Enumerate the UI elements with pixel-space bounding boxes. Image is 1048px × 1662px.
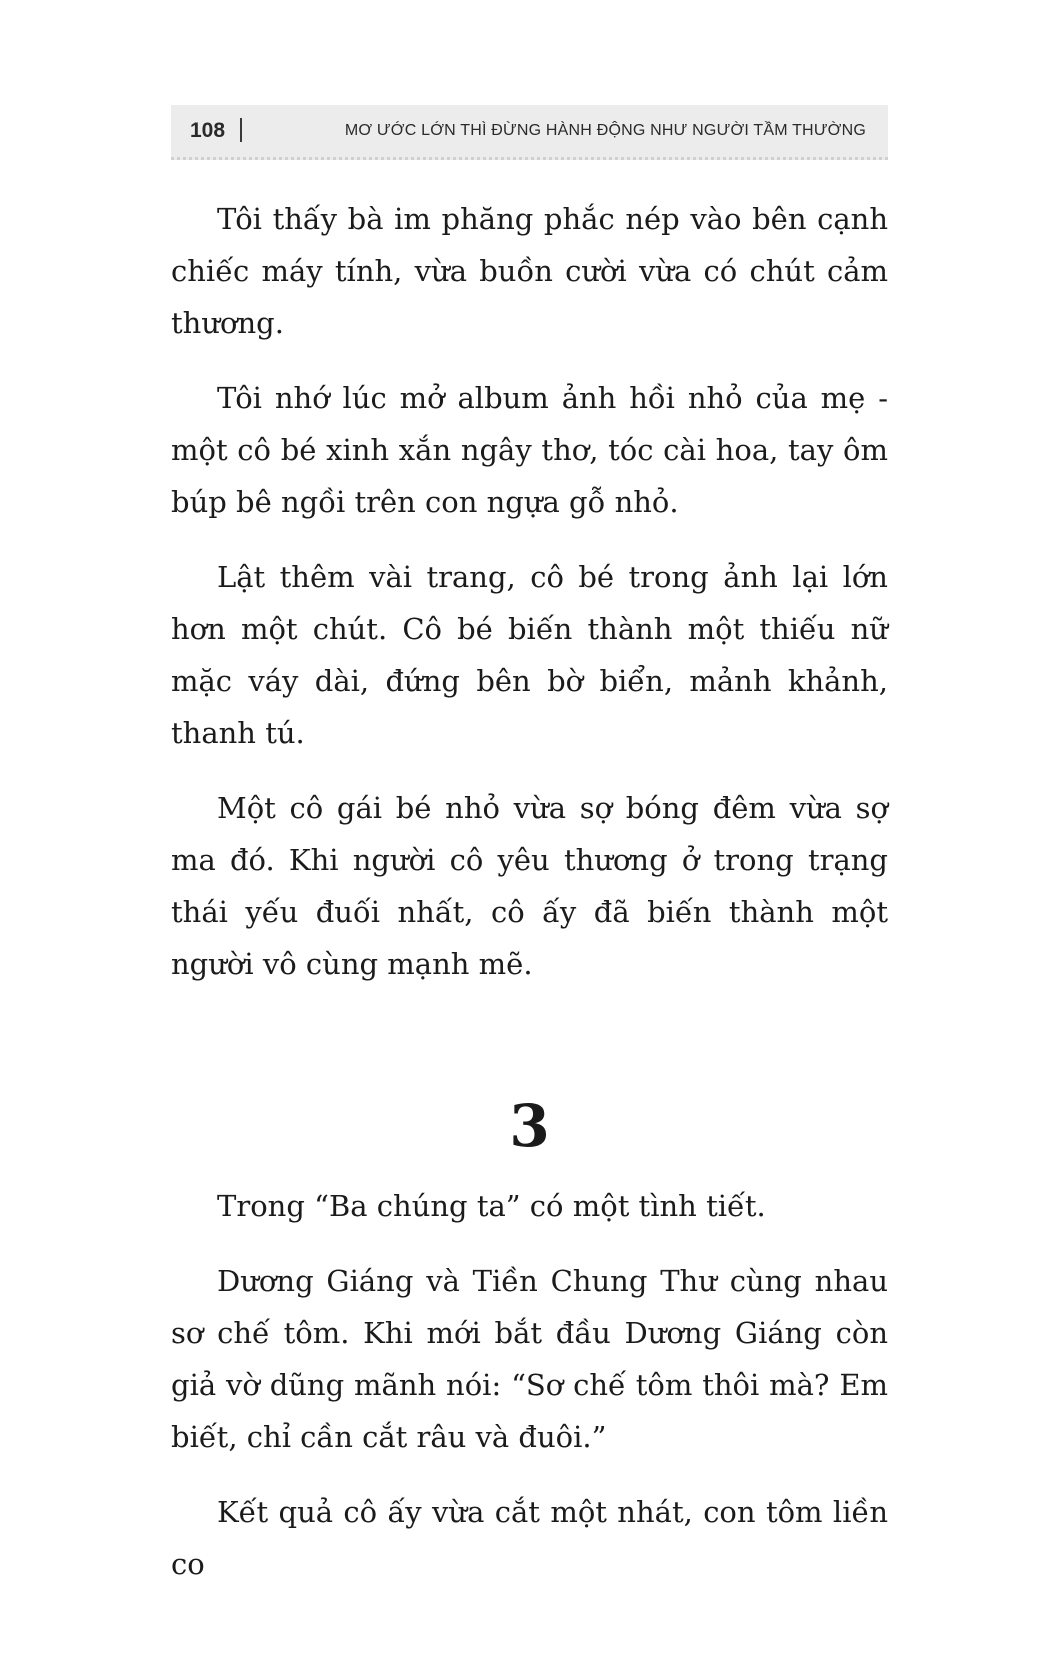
header-divider [240, 118, 242, 142]
paragraph: Tôi nhớ lúc mở album ảnh hồi nhỏ của mẹ - một cô bé xinh xắn ngây thơ, tóc cài hoa, tay ôm búp bê ngồi trên con ngựa gỗ nhỏ. [171, 381, 888, 519]
page-number: 108 [190, 119, 226, 142]
page-body [171, 193, 888, 1613]
paragraph: Lật thêm vài trang, cô bé trong ảnh lại lớn hơn một chút. Cô bé biến thành một thiếu nữ mặc váy dài, đứng bên bờ biển, mảnh khảnh, thanh tú. [171, 560, 888, 750]
paragraph: Dương Giáng và Tiền Chung Thư cùng nhau sơ chế tôm. Khi mới bắt đầu Dương Giáng còn giả vờ dũng mãnh nói: “Sơ chế tôm thôi mà? Em biết, chỉ cần cắt râu và đuôi.” [171, 1264, 888, 1454]
running-title: MƠ ƯỚC LỚN THÌ ĐỪNG HÀNH ĐỘNG NHƯ NGƯỜI TẦM THƯỜNG [344, 122, 866, 139]
paragraph: Trong “Ba chúng ta” có một tình tiết. [217, 1189, 766, 1223]
paragraph: Tôi thấy bà im phăng phắc nép vào bên cạnh chiếc máy tính, vừa buồn cười vừa có chút cảm thương. [171, 202, 888, 340]
section-number: 3 [509, 1092, 550, 1160]
paragraph: Kết quả cô ấy vừa cắt một nhát, con tôm liền co [171, 1495, 888, 1581]
paragraph: Một cô gái bé nhỏ vừa sợ bóng đêm vừa sợ ma đó. Khi người cô yêu thương ở trong trạng thái yếu đuối nhất, cô ấy đã biến thành một người vô cùng mạnh mẽ. [171, 791, 888, 981]
running-header [171, 105, 888, 160]
